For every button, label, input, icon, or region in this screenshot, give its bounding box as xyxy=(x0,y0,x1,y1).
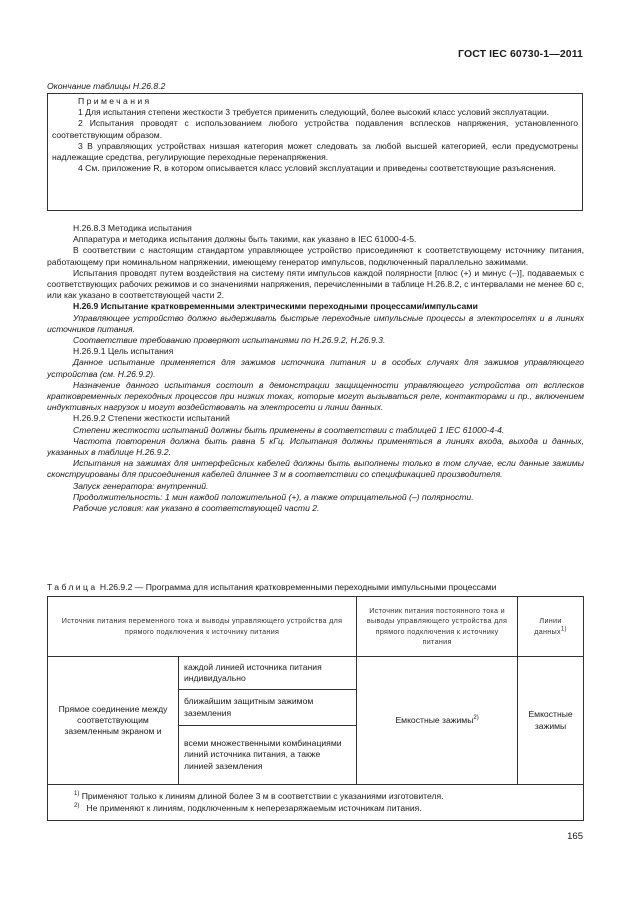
table-caption-text: Н.26.9.2 — Программа для испытания кратковременными переходными импульсными процессами xyxy=(99,582,497,592)
table-row xyxy=(48,657,584,690)
subsection-heading: Н.26.8.3 Методика испытания xyxy=(73,223,192,233)
sub-row-all-combinations: всеми множественными комбинациями линий источника питания, а также линией заземления xyxy=(179,726,357,785)
footnote-mark: 1) xyxy=(74,791,80,798)
subsection-heading: Н.26.9.2 Степени жесткости испытаний xyxy=(73,413,230,424)
body-text xyxy=(47,223,584,514)
sub-row-nearest-ground: ближайшим защитным зажимом заземления xyxy=(179,690,357,726)
table-caption xyxy=(47,582,584,593)
table-caption-word: Таблица xyxy=(47,582,98,592)
paragraph: Испытания на зажимах для интерфейсных кабелей должны быть выполнены только в том случае, если данные зажимы сконструированы для присоединения кабелей длиннее 3 м в соответствии со спецификацией производителя. xyxy=(47,458,584,480)
test-program-table xyxy=(47,596,584,821)
header-data-lines-label: Линии данных xyxy=(534,616,562,636)
paragraph: Испытания проводят путем воздействия на систему пяти импульсов каждой полярности [плюс (+) и минус (–)], подаваемых с соответствующих рабочих режимов и со значениями напряжения, перечисленными в таблице Н.26.8.2, с интервалами не менее 60 с, или как указано в соответствующей части 2. xyxy=(47,267,584,301)
sub-row-each-line: каждой линией источника питания индивидуально xyxy=(179,657,357,690)
header-data-lines xyxy=(518,597,584,657)
row-label-direct-connection: Прямое соединение между соответствующим заземленным экраном и xyxy=(48,657,179,785)
note-item: 3 В управляющих устройствах низшая категория может следовать за любой высшей категорией, если предусмотрены надлежащие средства, регулирующие переходные перенапряжения. xyxy=(52,140,578,163)
paragraph: Назначение данного испытания состоит в демонстрации защищенности управляющего устройства от всплесков кратковременных переходных процессов при низких токах, которые могут вызываться реле, контакторами и пр., включением индуктивных нагрузок и могут воздействовать на электросети и линии данных. xyxy=(47,379,584,413)
footnote-text: Применяют только к линиям длиной более 3 м в соответствии с указаниями изготовителя. xyxy=(81,791,444,802)
table-continuation-label: Окончание таблицы Н.26.8.2 xyxy=(47,81,166,91)
header-ac-supply: Источник питания переменного тока и выводы управляющего устройства для прямого подключения к источнику питания xyxy=(48,597,357,657)
notes-title: Примечания xyxy=(78,96,152,106)
paragraph: В соответствии с настоящим стандартом управляющее устройство присоединяют к соответствующему источнику питания, работающему при номинальном напряжении, имеющему генератор импульсов, подключенный параллельно зажимами. xyxy=(47,245,584,267)
page-number: 165 xyxy=(567,831,583,842)
footnote-mark: 2) xyxy=(473,715,479,722)
note-item: 4 См. приложение R, в котором описывается класс условий эксплуатации и приведены соответствующие разъяснения. xyxy=(78,163,557,174)
paragraph: Частота повторения должна быть равна 5 кГц. Испытания должны применяться в линиях входа, выхода и данных, указанных в таблице Н.26.9.2. xyxy=(47,435,584,458)
standard-header: ГОСТ IEC 60730-1—2011 xyxy=(458,48,583,60)
notes-box xyxy=(47,93,583,211)
paragraph: Рабочие условия: как указано в соответствующей части 2. xyxy=(73,503,320,514)
note-item: 1 Для испытания степени жесткости 3 требуется применить следующий, более высокий класс условий эксплуатации. xyxy=(78,107,550,118)
table-header-row xyxy=(48,597,584,657)
header-dc-supply: Источник питания постоянного тока и выводы управляющего устройства для прямого подключения к источнику питания xyxy=(357,597,518,657)
note-item: 2 Испытания проводят с использованием любого устройства подавления всплесков напряжения, установленного соответствующим образом. xyxy=(52,118,578,140)
section-heading: Н.26.9 Испытание кратковременными электрическими переходными процессами/импульсами xyxy=(73,301,478,312)
requirement-text: Управляющее устройство должно выдерживать быстрые переходные импульсные процессы в электросетях и в линиях источников питания. xyxy=(47,312,584,334)
table-footnotes xyxy=(48,785,584,821)
data-lines-value: Емкостные зажимы xyxy=(518,657,584,785)
dc-value-cell xyxy=(357,657,518,785)
footnote xyxy=(74,803,578,814)
paragraph: Продолжительность: 1 мин каждой положительной (+), а также отрицательной (–) полярности. xyxy=(73,491,474,502)
paragraph: Запуск генератора: внутренний. xyxy=(73,480,209,491)
paragraph: Степени жесткости испытаний должны быть применены в соответствии с таблицей 1 IEC 61000-4-4. xyxy=(73,424,505,435)
table-footnotes-row xyxy=(48,785,584,821)
paragraph: Аппаратура и методика испытания должны быть такими, как указано в IEC 61000-4-5. xyxy=(73,234,417,245)
footnote-mark: 1) xyxy=(560,626,567,633)
footnote-text: Не применяют к линиям, подключенным к неперезаряжаемым источникам питания. xyxy=(86,802,422,813)
footnote-mark: 2) xyxy=(74,802,80,809)
dc-value: Емкостные зажимы xyxy=(395,714,474,725)
footnote xyxy=(74,791,578,802)
subsection-heading: Н.26.9.1 Цель испытания xyxy=(73,346,174,357)
paragraph: Данное испытание применяется для зажимов источника питания и в особых случаях для зажимов управляющего устройства (см. Н.26.9.2). xyxy=(47,357,584,379)
compliance-text: Соответствие требованию проверяют испытаниями по Н.26.9.2, Н.26.9.3. xyxy=(73,335,386,346)
